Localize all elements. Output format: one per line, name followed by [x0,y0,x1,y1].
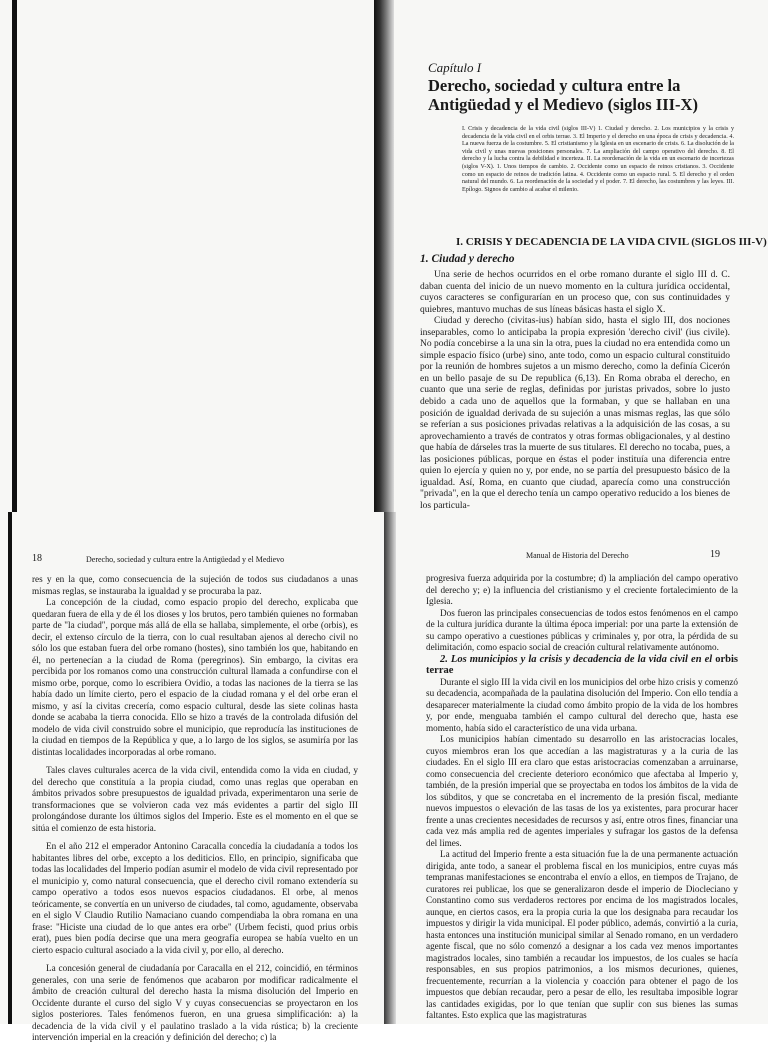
paragraph: Los municipios habían cimentado su desarrollo en las aristocracias locales, cuyos miembros eran los que accedían a las magistraturas y a la curia de las ciudades. En el siglo III era claro que estas aristocracias comenzaban a arruinarse, como consecuencia del creciente deterioro económico que afectaba al Imperio y, también, de la presión imperial que se proyectaba en todos los ámbitos de la vida de los súbditos, y que se concretaba en el incremento de la presión fiscal, mediante nuevos impuestos o elevación de las tasas de los ya existentes, para procurar hacer frente a unas crecientes necesidades de recursos y así, entre otros fines, financiar una cada vez más amplia red de agentes imperiales y sufragar los gastos de la defensa del limes. [426,734,738,848]
chapter-label: Capítulo I [428,60,482,75]
page-number: 18 [32,553,42,564]
paragraph: Ciudad y derecho (civitas-ius) habían sido, hasta el siglo III, dos nociones inseparables, como lo anticipaba la propia expresión 'derecho civil' (ius civile). No podía concebirse a la una sin la otra, pues la ciudad no era entendida como un simple espacio físico (urbe) sino, ante todo, como un espacio cultural constituido por la reunión de hombres sujetos a un mismo derecho, como la definía Cicerón en un bello pasaje de su De republica (6,13). En Roma obraba el derecho, en cuanto que una serie de reglas, definidas por juristas privados, sobre lo justo debido a cada uno de aquellos que la formaban, y que se hallaban en una posición de igualdad derivada de su sujeción a unas mismas reglas, las que sólo se referían a sus posiciones privadas relativas a la adquisición de las cosas, a su aprovechamiento a través de contratos y otras formas obligacionales, y al destino que había de dárseles tras la muerte de sus titulares. El derecho no tocaba, pues, a las posiciones públicas, porque en éstas el poder instituía una diferencia entre quien lo ejercía y quien no y, por ende, no se partía del presupuesto básico de la igualdad. Así, Roma, en cuanto que ciudad, aparecía como una construcción "privada", en la que el derecho tenía un campo operativo reducido a los bienes de los particula- [420,316,730,511]
scan-left-edge [8,512,12,1024]
paragraph: En el año 212 el emperador Antonino Caracalla concedía la ciudadanía a todos los habitantes libres del orbe, excepto a los dediticios. Ello, en principio, significaba que todas las localidades del Imperio podían asumir el modelo de vida civil representado por el municipio y, como natural consecuencia, que el derecho civil romano extendería su campo operativo a todos esos nuevos espacios ciudadanos. El orbe, al menos teóricamente, se convertía en un universo de ciudades, tal como, agudamente, observaba en el siglo V Claudio Rutilio Namaciano cuando compendiaba la obra romana en una frase: "Hiciste una ciudad de lo que antes era orbe" (Urbem fecisti, quod prius orbis erat), pues bien podía decirse que una mera geografía europea se había vuelto en un cierto espacio cultural asociado a la vida civil y, por ello, al derecho. [32,841,358,955]
book-gutter-shadow [374,0,394,512]
section-2-heading: 2. Los municipios y la crisis y decadencia de la vida civil en el orbis terrae [426,653,738,676]
paragraph: progresiva fuerza adquirida por la costumbre; d) la ampliación del campo operativo del derecho y; e) la influencia del cristianismo y el creciente fortalecimiento de la Iglesia. [426,573,738,606]
chapter-summary: I. Crisis y decadencia de la vida civil (siglos III-V) 1. Ciudad y derecho. 2. Los municipios y la crisis y decadencia de la vida civil en el orbis terrae. 3. El Imperio y el derecho en una época de crisis y decadencia. 4. La nueva fuerza de la costumbre. 5. El cristianismo y la Iglesia en un escenario de crisis. 6. La disolución de la vida civil y unas nuevas posiciones personales. 7. La ampliación del campo operativo del derecho. 8. El derecho y la lucha contra la debilidad e incerteza. II. La reordenación de la vida en un escenario de incertezas (siglos V-X). 1. Unos tiempos de cambio. 2. Occidente como un espacio de reinos cristianos. 3. Occidente como un espacio de reinos de tradición latina. 4. Occidente como un espacio rural. 5. El derecho y el orden natural del mundo. 6. La reordenación de la sociedad y el poder. 7. El derecho, las costumbres y las leyes. III. Epílogo. Signos de cambio al acabar el milenio. [462,126,734,193]
running-head: Derecho, sociedad y cultura entre la Antigüedad y el Medievo [86,555,285,564]
top-page-scan [0,0,768,512]
paragraph: Tales claves culturales acerca de la vida civil, entendida como la vida en ciudad, y del derecho que constituía a la propia ciudad, como unas reglas que operaban en ámbitos privados sobre presupuestos de igualdad privada, experimentaron una serie de transformaciones que se volvieron cada vez más evidentes a partir del siglo III prolongándose durante los últimos siglos del Imperio. Este es el momento en el que se sitúa el comienzo de esta historia. [32,765,358,833]
top-page-body [420,270,730,512]
page-number: 19 [710,549,720,560]
left-page-body [32,574,358,1044]
paragraph: La actitud del Imperio frente a esta situación fue la de una permanente actuación dirigida, ante todo, a sanear el problema fiscal en los municipios, entre cuyas más tempranas manifestaciones se encontraba el envío a ellos, en tiempos de Trajano, de curatores rei publicae, los que se generalizaron desde el imperio de Diocleciano y Constantino como sus verdaderos rectores por encima de los magistrados locales, aunque, en ciertos casos, era la propia curia la que los designaba para recaudar los impuestos y dirigir la vida municipal. El poder público, además, convirtió a la curia, hasta entonces una institución municipal similar al Senado romano, en un verdadero agente fiscal, que no sólo comenzó a designar a los cada vez menos importantes magistrados locales, sino también a recaudar los impuestos, de los cuales se hacía responsables, en sus propios patrimonios, a los mismos decuriones, quienes, frecuentemente, recurrían a la violencia y coacción para obtener el pago de los impuestos que debían recaudar, pero a pesar de ello, les resultaba imposible lograr las cantidades exigidas, por lo que tenían que suplir con sus bienes las sumas faltantes. Esto explica que las magistraturas [426,849,738,1020]
book-gutter-shadow [384,512,396,1024]
paragraph: La concesión general de ciudadanía por Caracalla en el 212, coincidió, en términos generales, con una serie de fenómenos que acabaron por modificar radicalmente el ámbito de creación cultural del derecho hasta la misma disolución del Imperio en Occidente durante el curso del siglo V y cuyas consecuencias se proyectaron en los siglos posteriores. Tales fenómenos fueron, en una gruesa simplificación: a) la decadencia de la vida civil y el paulatino traslado a la vida rústica; b) la creciente intervención imperial en la creación y definición del derecho; c) la [32,963,358,1042]
paragraph: Durante el siglo III la vida civil en los municipios del orbe hizo crisis y comenzó su decadencia, acompañada de la paulatina disolución del Imperio. Con ello tendía a desaparecer materialmente la ciudad como ámbito propio de la vida de los hombres y, por ende, menguaba también el campo cultural del derecho que, hasta ese momento, había sido el característico de una vida urbana. [426,676,738,733]
chapter-title: Derecho, sociedad y cultura entre la Antigüedad y el Medievo (siglos III-X) [428,76,698,114]
subsection-heading: 1. Ciudad y derecho [420,253,515,265]
paragraph: Dos fueron las principales consecuencias de todos estos fenómenos en el campo de la cultura jurídica durante la última época imperial: por una parte la extensión de su campo operativo a cuestiones públicas y criminales y, por otra, la pérdida de su delimitación, como espacio social de creación cultural relativamente autónomo. [426,607,738,652]
section-heading: I. CRISIS Y DECADENCIA DE LA VIDA CIVIL (SIGLOS III-V) [456,236,767,248]
paragraph: res y en la que, como consecuencia de la sujeción de todos sus ciudadanos a unas mismas reglas, se instauraba la igualdad y se procuraba la paz. [32,574,358,596]
scan-left-edge [12,0,17,512]
right-page-body [426,573,738,1022]
paragraph: Una serie de hechos ocurridos en el orbe romano durante el siglo III d. C. daban cuenta del inicio de un nuevo momento en la cultura jurídica occidental, cuyos caracteres se configurarían en un proceso que, con sus continuidades y quiebres, mantuvo muchas de sus líneas básicas hasta el siglo X. [420,270,730,315]
running-head: Manual de Historia del Derecho [526,551,629,560]
paragraph: La concepción de la ciudad, como espacio propio del derecho, explicaba que quedaran fuera de ella y de él los dioses y los brutos, pero también quienes no formaban parte de "la ciudad", porque más allá de ella se hallaba, simplemente, el orbe (orbis), es decir, el extenso círculo de la tierra, con lo cual resultaban ajenos al derecho civil no sólo los que estaban fuera del orbe romano (hostes), sino también los que, habitando en él, no pertenecían a la ciudad de Roma (peregrinos). Sin embargo, la civitas era percibida por los romanos como una construcción cultural llamada a confundirse con el mismo orbe, porque, como lo escribiera Ovidio, a todas las naciones de la tierra se las había dado un límite cierto, pero el espacio de la ciudad romana y el del orbe eran el mismo, y así la civitas crecería, como espacio cultural, desde las siete colinas hasta donde se acababa la tierra conocida. Ello se hizo a través de la controlada difusión del modelo de vida civil construido sobre el municipio, que reproducía las instituciones de la ciudad en tiempos de la República y que, a lo largo de los siglos, se asumiría por las distintas localidades incorporadas al orbe romano. [32,597,358,757]
